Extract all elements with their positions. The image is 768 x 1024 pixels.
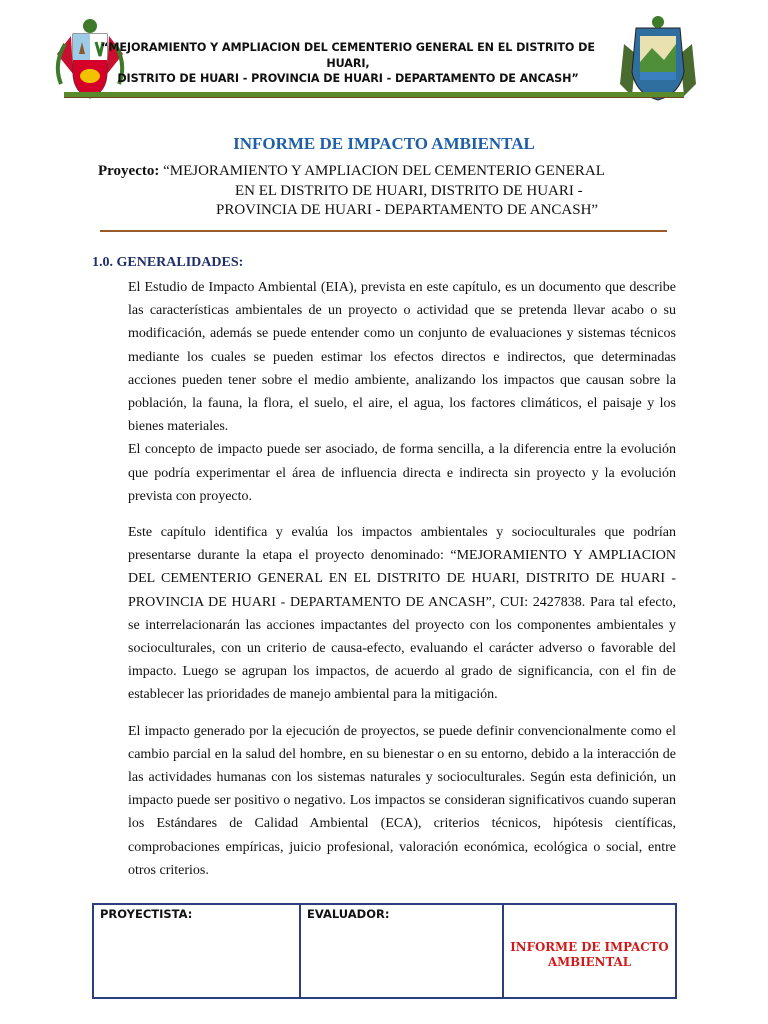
paragraph: El concepto de impacto puede ser asociado, de forma sencilla, a la diferencia entre la evolución que podría experimentar el área de influencia directa e indirecta sin proyecto y la evolución prevista con proyecto. xyxy=(128,442,676,504)
project-block xyxy=(98,162,658,221)
document-type-line-1: INFORME DE IMPACTO xyxy=(510,940,669,954)
header-title-line-1: “MEJORAMIENTO Y AMPLIACION DEL CEMENTERIO GENERAL EN EL DISTRITO DE HUARI, xyxy=(101,41,595,70)
document-type-line-2: AMBIENTAL xyxy=(547,955,632,969)
paragraph: El impacto generado por la ejecución de proyectos, se puede definir convencionalmente como el cambio parcial en la salud del hombre, en su bienestar o en su entorno, debido a la interacción de las actividades humanas con los sistemas naturales y socioculturales. Según esta definición, un impacto puede ser positivo o negativo. Los impactos se consideran significativos cuando superan los Estándares de Calidad Ambiental (ECA), criterios técnicos, hipótesis científicas, comprobaciones empíricas, juicio profesional, valoración económica, ecológica o social, entre otros criterios. xyxy=(128,723,676,878)
evaluador-cell xyxy=(301,905,504,997)
proyectista-cell xyxy=(94,905,301,997)
header-title-line-2: DISTRITO DE HUARI - PROVINCIA DE HUARI - DEPARTAMENTO DE ANCASH” xyxy=(117,72,579,85)
section-heading: 1.0. GENERALIDADES: xyxy=(92,255,244,270)
header-brown-rule xyxy=(64,97,684,98)
header-project-title xyxy=(78,40,618,87)
paragraph: El Estudio de Impacto Ambiental (EIA), prevista en este capítulo, es un documento que describe las características ambientales de un proyecto o actividad que se pretenda llevar acabo o su modificación, además se puede entender como un conjunto de evaluaciones y sistemas técnicos mediante los cuales se pueden estimar los efectos directos e indirectos, que determinadas acciones pueden tener sobre el medio ambiente, analizando los impactos que causan sobre la población, la fauna, la flora, el suelo, el aire, el agua, los factores climáticos, el paisaje y los bienes materiales. xyxy=(128,280,676,435)
document-type-cell xyxy=(504,905,675,997)
project-label: Proyecto: xyxy=(98,163,160,179)
project-line-1: “MEJORAMIENTO Y AMPLIACION DEL CEMENTERIO GENERAL xyxy=(163,163,605,179)
project-line-2: EN EL DISTRITO DE HUARI, DISTRITO DE HUARI - xyxy=(235,182,583,199)
document-title: INFORME DE IMPACTO AMBIENTAL xyxy=(233,134,535,153)
evaluador-label: EVALUADOR: xyxy=(307,907,390,921)
section-body xyxy=(128,276,676,882)
project-line-3: PROVINCIA DE HUARI - DEPARTAMENTO DE ANCASH” xyxy=(216,202,599,218)
title-divider xyxy=(100,230,667,232)
paragraph: Este capítulo identifica y evalúa los impactos ambientales y socioculturales que podrían presentarse durante la etapa el proyecto denominado: “MEJORAMIENTO Y AMPLIACION DEL CEMENTERIO GENERAL EN EL DISTRITO DE HUARI, DISTRITO DE HUARI - PROVINCIA DE HUARI - DEPARTAMENTO DE ANCASH”, CUI: 2427838. Para tal efecto, se interrelacionarán las acciones impactantes del proyecto con los componentes ambientales y socioculturales, con un criterio de causa-efecto, evaluando el carácter adverso o favorable del impacto. Luego se agrupan los impactos, de acuerdo al grado de significancia, con el fin de establecer las prioridades de manejo ambiental para la mitigación. xyxy=(128,525,676,703)
proyectista-label: PROYECTISTA: xyxy=(100,907,193,921)
huari-municipal-shield-icon xyxy=(618,14,698,104)
signature-table xyxy=(92,903,677,999)
